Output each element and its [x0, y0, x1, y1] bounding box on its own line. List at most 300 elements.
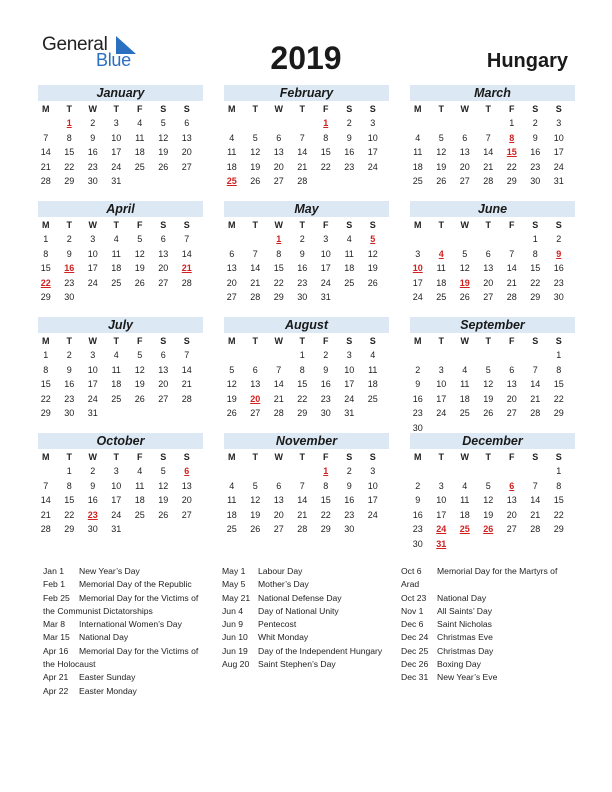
- day-cell: 22: [297, 393, 308, 404]
- day-cell: 18: [134, 147, 145, 158]
- holiday-name-continuation: Arad: [401, 579, 420, 590]
- weekday-label: S: [183, 220, 190, 230]
- day-cell: 14: [530, 495, 541, 506]
- empty-cell: [477, 232, 501, 247]
- day-cell: 24: [412, 292, 423, 303]
- holiday-name: Memorial Day for the Victims of: [79, 645, 199, 656]
- month-july: [38, 317, 203, 421]
- weekday-label: M: [42, 104, 50, 114]
- empty-cell: [477, 116, 501, 131]
- day-cell: 2: [346, 466, 352, 476]
- day-cell: 19: [483, 509, 494, 520]
- day-cell: 11: [436, 263, 446, 274]
- weekday-label: S: [160, 104, 167, 114]
- day-cell: 19: [250, 509, 261, 520]
- day-cell: 7: [43, 480, 49, 491]
- day-cell: 27: [158, 393, 169, 404]
- holiday-name: Easter Sunday: [79, 672, 136, 683]
- day-cell: 11: [227, 495, 237, 506]
- empty-cell: [220, 116, 244, 131]
- weekday-label: S: [532, 336, 539, 346]
- day-cell: 30: [553, 292, 564, 303]
- holiday-day-cell: 10: [412, 263, 423, 274]
- day-cell: 15: [320, 147, 331, 158]
- day-cell: 15: [40, 263, 51, 274]
- weekday-label: T: [113, 220, 119, 230]
- day-cell: 23: [64, 277, 75, 288]
- day-cell: 20: [506, 509, 517, 520]
- day-cell: 15: [320, 495, 331, 506]
- month-header: June: [410, 201, 575, 217]
- day-cell: 17: [87, 263, 98, 274]
- day-cell: 30: [64, 408, 75, 419]
- holiday-date: May 21: [222, 592, 251, 603]
- day-cell: 9: [90, 132, 96, 143]
- holiday-date: Dec 24: [401, 632, 429, 643]
- day-cell: 7: [532, 364, 538, 375]
- weekday-label: T: [299, 220, 305, 230]
- day-cell: 25: [367, 393, 378, 404]
- day-cell: 3: [438, 364, 444, 375]
- day-cell: 17: [111, 147, 122, 158]
- day-cell: 13: [483, 263, 494, 274]
- month-header: September: [410, 317, 575, 333]
- weekday-label: W: [460, 452, 469, 462]
- logo: [42, 34, 142, 72]
- holiday-date: Mar 8: [43, 619, 65, 630]
- day-cell: 21: [530, 393, 541, 404]
- holiday-date: Dec 6: [401, 619, 424, 630]
- holiday-day-cell: 1: [323, 118, 329, 128]
- day-cell: 12: [158, 132, 169, 143]
- day-cell: 30: [64, 292, 75, 303]
- day-cell: 31: [553, 176, 564, 187]
- day-cell: 12: [158, 480, 169, 491]
- day-cell: 7: [485, 132, 491, 143]
- day-cell: 16: [320, 379, 331, 390]
- day-cell: 14: [506, 263, 517, 274]
- day-cell: 5: [252, 480, 258, 491]
- day-cell: 22: [320, 509, 331, 520]
- day-cell: 3: [113, 466, 119, 476]
- day-cell: 24: [367, 161, 378, 172]
- day-cell: 20: [506, 393, 517, 404]
- empty-cell: [291, 116, 315, 131]
- day-cell: 9: [323, 364, 329, 375]
- day-cell: 27: [158, 277, 169, 288]
- day-cell: 29: [40, 408, 51, 419]
- day-cell: 29: [273, 292, 284, 303]
- logo-blue-text: Blue: [96, 50, 131, 70]
- holiday-item: [401, 658, 573, 671]
- holiday-column: [43, 565, 208, 698]
- day-cell: 5: [462, 248, 468, 259]
- holiday-day-cell: 4: [438, 248, 444, 259]
- empty-cell: [220, 232, 244, 247]
- day-cell: 24: [111, 161, 122, 172]
- day-cell: 23: [320, 393, 331, 404]
- day-cell: 15: [64, 147, 75, 158]
- holiday-item: [43, 618, 208, 631]
- day-cell: 13: [506, 379, 517, 390]
- weekday-label: F: [509, 452, 515, 462]
- day-cell: 26: [436, 176, 447, 187]
- day-cell: 19: [226, 393, 237, 404]
- holiday-day-cell: 21: [181, 263, 192, 274]
- day-cell: 18: [226, 161, 237, 172]
- holiday-date: Jun 10: [222, 632, 248, 643]
- day-cell: 26: [250, 524, 261, 535]
- month-september: [410, 317, 575, 436]
- weekday-label: W: [88, 336, 97, 346]
- empty-cell: [220, 348, 244, 363]
- empty-cell: [244, 348, 268, 363]
- holiday-item: [222, 605, 397, 618]
- holiday-day-cell: 1: [276, 234, 282, 244]
- empty-cell: [291, 464, 315, 479]
- day-cell: 17: [436, 509, 447, 520]
- day-cell: 19: [250, 161, 261, 172]
- weekday-label: M: [42, 336, 50, 346]
- day-cell: 25: [134, 509, 145, 520]
- day-cell: 6: [276, 480, 282, 491]
- day-cell: 24: [111, 509, 122, 520]
- day-cell: 16: [64, 379, 75, 390]
- empty-cell: [477, 348, 501, 363]
- day-cell: 24: [87, 393, 98, 404]
- weekday-label: T: [113, 452, 119, 462]
- day-cell: 10: [344, 364, 355, 375]
- day-cell: 26: [250, 176, 261, 187]
- day-cell: 20: [158, 263, 169, 274]
- empty-cell: [406, 348, 430, 363]
- holiday-name: Labour Day: [258, 566, 303, 576]
- day-cell: 22: [553, 509, 564, 520]
- day-cell: 27: [181, 161, 192, 172]
- empty-cell: [34, 464, 58, 479]
- day-cell: 4: [113, 350, 119, 360]
- day-cell: 11: [111, 364, 121, 375]
- day-cell: 28: [297, 176, 308, 187]
- day-cell: 19: [158, 495, 169, 506]
- weekday-label: T: [485, 452, 491, 462]
- day-cell: 8: [276, 248, 282, 259]
- day-cell: 13: [181, 480, 192, 491]
- day-cell: 20: [483, 277, 494, 288]
- month-grid: [406, 334, 575, 436]
- holiday-item: [222, 565, 397, 578]
- day-cell: 7: [43, 132, 49, 143]
- holiday-item: [401, 565, 573, 578]
- holiday-item: [222, 631, 397, 644]
- day-cell: 5: [485, 480, 491, 491]
- day-cell: 7: [184, 234, 190, 244]
- empty-cell: [406, 116, 430, 131]
- holiday-name: Memorial Day of the Republic: [79, 579, 192, 590]
- day-cell: 5: [229, 364, 235, 375]
- day-cell: 18: [459, 393, 470, 404]
- month-grid: [220, 334, 389, 421]
- day-cell: 26: [483, 408, 494, 419]
- day-cell: 25: [436, 292, 447, 303]
- day-cell: 6: [160, 350, 166, 360]
- day-cell: 2: [66, 350, 72, 360]
- day-cell: 15: [553, 379, 564, 390]
- day-cell: 7: [299, 132, 305, 143]
- day-cell: 9: [346, 132, 352, 143]
- day-cell: 18: [412, 161, 423, 172]
- weekday-label: M: [42, 220, 50, 230]
- day-cell: 15: [553, 495, 564, 506]
- holiday-date: Jun 4: [222, 605, 244, 616]
- weekday-label: W: [460, 104, 469, 114]
- weekday-label: M: [414, 220, 422, 230]
- month-header: March: [410, 85, 575, 101]
- day-cell: 16: [297, 263, 308, 274]
- holiday-date: Nov 1: [401, 605, 424, 616]
- holiday-date: Aug 20: [222, 659, 250, 670]
- weekday-label: W: [88, 104, 97, 114]
- day-cell: 31: [344, 408, 355, 419]
- day-cell: 12: [134, 248, 145, 259]
- day-cell: 29: [553, 408, 564, 419]
- day-cell: 6: [252, 364, 258, 375]
- day-cell: 18: [111, 263, 122, 274]
- day-cell: 25: [111, 393, 122, 404]
- day-cell: 28: [297, 524, 308, 535]
- day-cell: 21: [483, 161, 494, 172]
- empty-cell: [477, 464, 501, 479]
- day-cell: 27: [483, 292, 494, 303]
- weekday-label: S: [532, 452, 539, 462]
- day-cell: 10: [111, 132, 122, 143]
- month-may: [224, 201, 389, 305]
- day-cell: 9: [90, 480, 96, 491]
- day-cell: 20: [158, 379, 169, 390]
- day-cell: 21: [506, 277, 517, 288]
- day-cell: 20: [181, 147, 192, 158]
- day-cell: 28: [40, 524, 51, 535]
- day-cell: 19: [158, 147, 169, 158]
- holiday-name: New Year’s Day: [79, 566, 140, 576]
- day-cell: 24: [553, 161, 564, 172]
- day-cell: 25: [459, 408, 470, 419]
- weekday-label: T: [299, 104, 305, 114]
- holiday-name: Memorial Day for the Victims of: [79, 592, 199, 603]
- month-grid: [406, 450, 575, 552]
- empty-cell: [430, 116, 454, 131]
- day-cell: 3: [90, 350, 96, 360]
- empty-cell: [500, 464, 524, 479]
- day-cell: 2: [90, 466, 96, 476]
- month-header: May: [224, 201, 389, 217]
- weekday-label: M: [228, 220, 236, 230]
- weekday-label: W: [274, 220, 283, 230]
- day-cell: 29: [297, 408, 308, 419]
- holiday-date: Jun 9: [222, 619, 244, 630]
- day-cell: 14: [273, 379, 284, 390]
- day-cell: 27: [250, 408, 261, 419]
- weekday-label: S: [369, 104, 376, 114]
- holiday-day-cell: 16: [64, 263, 75, 274]
- day-cell: 11: [460, 379, 470, 390]
- day-cell: 13: [273, 495, 284, 506]
- month-header: November: [224, 433, 389, 449]
- day-cell: 27: [181, 509, 192, 520]
- holiday-date: Apr 22: [43, 685, 69, 696]
- day-cell: 21: [40, 161, 51, 172]
- holiday-date: Mar 15: [43, 632, 70, 643]
- day-cell: 4: [137, 118, 143, 128]
- holiday-day-cell: 26: [483, 524, 494, 535]
- day-cell: 6: [229, 248, 235, 259]
- empty-cell: [220, 464, 244, 479]
- day-cell: 8: [556, 480, 562, 491]
- empty-cell: [267, 348, 291, 363]
- holiday-day-cell: 9: [556, 248, 562, 259]
- day-cell: 29: [530, 292, 541, 303]
- day-cell: 4: [229, 132, 235, 143]
- day-cell: 11: [135, 480, 145, 491]
- holiday-day-cell: 23: [87, 509, 98, 520]
- day-cell: 2: [346, 118, 352, 128]
- holiday-day-cell: 31: [436, 538, 447, 549]
- holiday-item: [401, 645, 573, 658]
- holiday-date: Jun 19: [222, 645, 248, 656]
- day-cell: 9: [66, 248, 72, 259]
- day-cell: 12: [483, 495, 494, 506]
- day-cell: 9: [66, 364, 72, 375]
- day-cell: 2: [90, 118, 96, 128]
- day-cell: 6: [276, 132, 282, 143]
- day-cell: 4: [462, 364, 468, 375]
- day-cell: 12: [250, 147, 261, 158]
- weekday-label: S: [555, 452, 562, 462]
- day-cell: 16: [412, 509, 423, 520]
- day-cell: 24: [436, 408, 447, 419]
- weekday-label: M: [414, 336, 422, 346]
- empty-cell: [430, 232, 454, 247]
- month-grid: [220, 218, 389, 305]
- holiday-name: Boxing Day: [437, 659, 481, 670]
- holiday-day-cell: 1: [323, 466, 329, 476]
- day-cell: 17: [367, 147, 378, 158]
- weekday-label: T: [252, 104, 258, 114]
- holiday-item: [43, 685, 208, 698]
- holiday-day-cell: 6: [509, 480, 515, 491]
- month-grid: [406, 102, 575, 189]
- day-cell: 13: [506, 495, 517, 506]
- day-cell: 17: [320, 263, 331, 274]
- holiday-name: Whit Monday: [258, 632, 309, 643]
- holiday-name-continuation: the Holocaust: [43, 659, 96, 670]
- day-cell: 8: [66, 132, 72, 143]
- day-cell: 13: [459, 147, 470, 158]
- holiday-date: Oct 6: [401, 566, 422, 576]
- day-cell: 10: [320, 248, 331, 259]
- day-cell: 8: [323, 480, 329, 491]
- day-cell: 13: [158, 364, 169, 375]
- weekday-label: M: [228, 336, 236, 346]
- day-cell: 4: [137, 466, 143, 476]
- weekday-label: F: [509, 336, 515, 346]
- empty-cell: [524, 348, 548, 363]
- day-cell: 21: [297, 161, 308, 172]
- day-cell: 21: [40, 509, 51, 520]
- empty-cell: [267, 116, 291, 131]
- holiday-name: Day of the Independent Hungary: [258, 645, 383, 656]
- holiday-date: Dec 31: [401, 672, 429, 683]
- empty-cell: [453, 348, 477, 363]
- day-cell: 5: [438, 132, 444, 143]
- holiday-name: Saint Nicholas: [437, 619, 492, 630]
- day-cell: 24: [367, 509, 378, 520]
- day-cell: 18: [344, 263, 355, 274]
- weekday-label: F: [137, 336, 143, 346]
- day-cell: 20: [273, 509, 284, 520]
- day-cell: 22: [553, 393, 564, 404]
- day-cell: 7: [299, 480, 305, 491]
- day-cell: 3: [415, 248, 421, 259]
- holiday-item: [43, 578, 208, 591]
- day-cell: 6: [509, 364, 515, 375]
- day-cell: 17: [87, 379, 98, 390]
- day-cell: 2: [532, 118, 538, 128]
- day-cell: 9: [299, 248, 305, 259]
- holiday-column: [401, 565, 573, 685]
- day-cell: 11: [413, 147, 423, 158]
- day-cell: 13: [158, 248, 169, 259]
- month-header: July: [38, 317, 203, 333]
- day-cell: 11: [368, 364, 378, 375]
- month-grid: [34, 218, 203, 305]
- day-cell: 10: [87, 364, 98, 375]
- weekday-label: S: [346, 104, 353, 114]
- day-cell: 20: [459, 161, 470, 172]
- holiday-date: Feb 1: [43, 579, 65, 590]
- month-header: April: [38, 201, 203, 217]
- empty-cell: [430, 348, 454, 363]
- weekday-label: T: [438, 336, 444, 346]
- day-cell: 17: [111, 495, 122, 506]
- day-cell: 7: [184, 350, 190, 360]
- holiday-date: Apr 21: [43, 672, 69, 683]
- day-cell: 14: [530, 379, 541, 390]
- day-cell: 6: [485, 248, 491, 259]
- day-cell: 25: [344, 277, 355, 288]
- day-cell: 21: [530, 509, 541, 520]
- day-cell: 23: [412, 524, 423, 535]
- day-cell: 17: [553, 147, 564, 158]
- day-cell: 10: [367, 480, 378, 491]
- day-cell: 14: [40, 495, 51, 506]
- day-cell: 16: [87, 495, 98, 506]
- month-december: [410, 433, 575, 552]
- country-title: Hungary: [486, 50, 568, 72]
- day-cell: 26: [367, 277, 378, 288]
- weekday-label: S: [369, 336, 376, 346]
- day-cell: 13: [226, 263, 237, 274]
- day-cell: 26: [158, 161, 169, 172]
- weekday-label: M: [414, 104, 422, 114]
- day-cell: 27: [459, 176, 470, 187]
- holiday-day-cell: 25: [459, 524, 470, 535]
- day-cell: 24: [320, 277, 331, 288]
- month-header: February: [224, 85, 389, 101]
- day-cell: 18: [436, 277, 447, 288]
- empty-cell: [406, 232, 430, 247]
- day-cell: 24: [344, 393, 355, 404]
